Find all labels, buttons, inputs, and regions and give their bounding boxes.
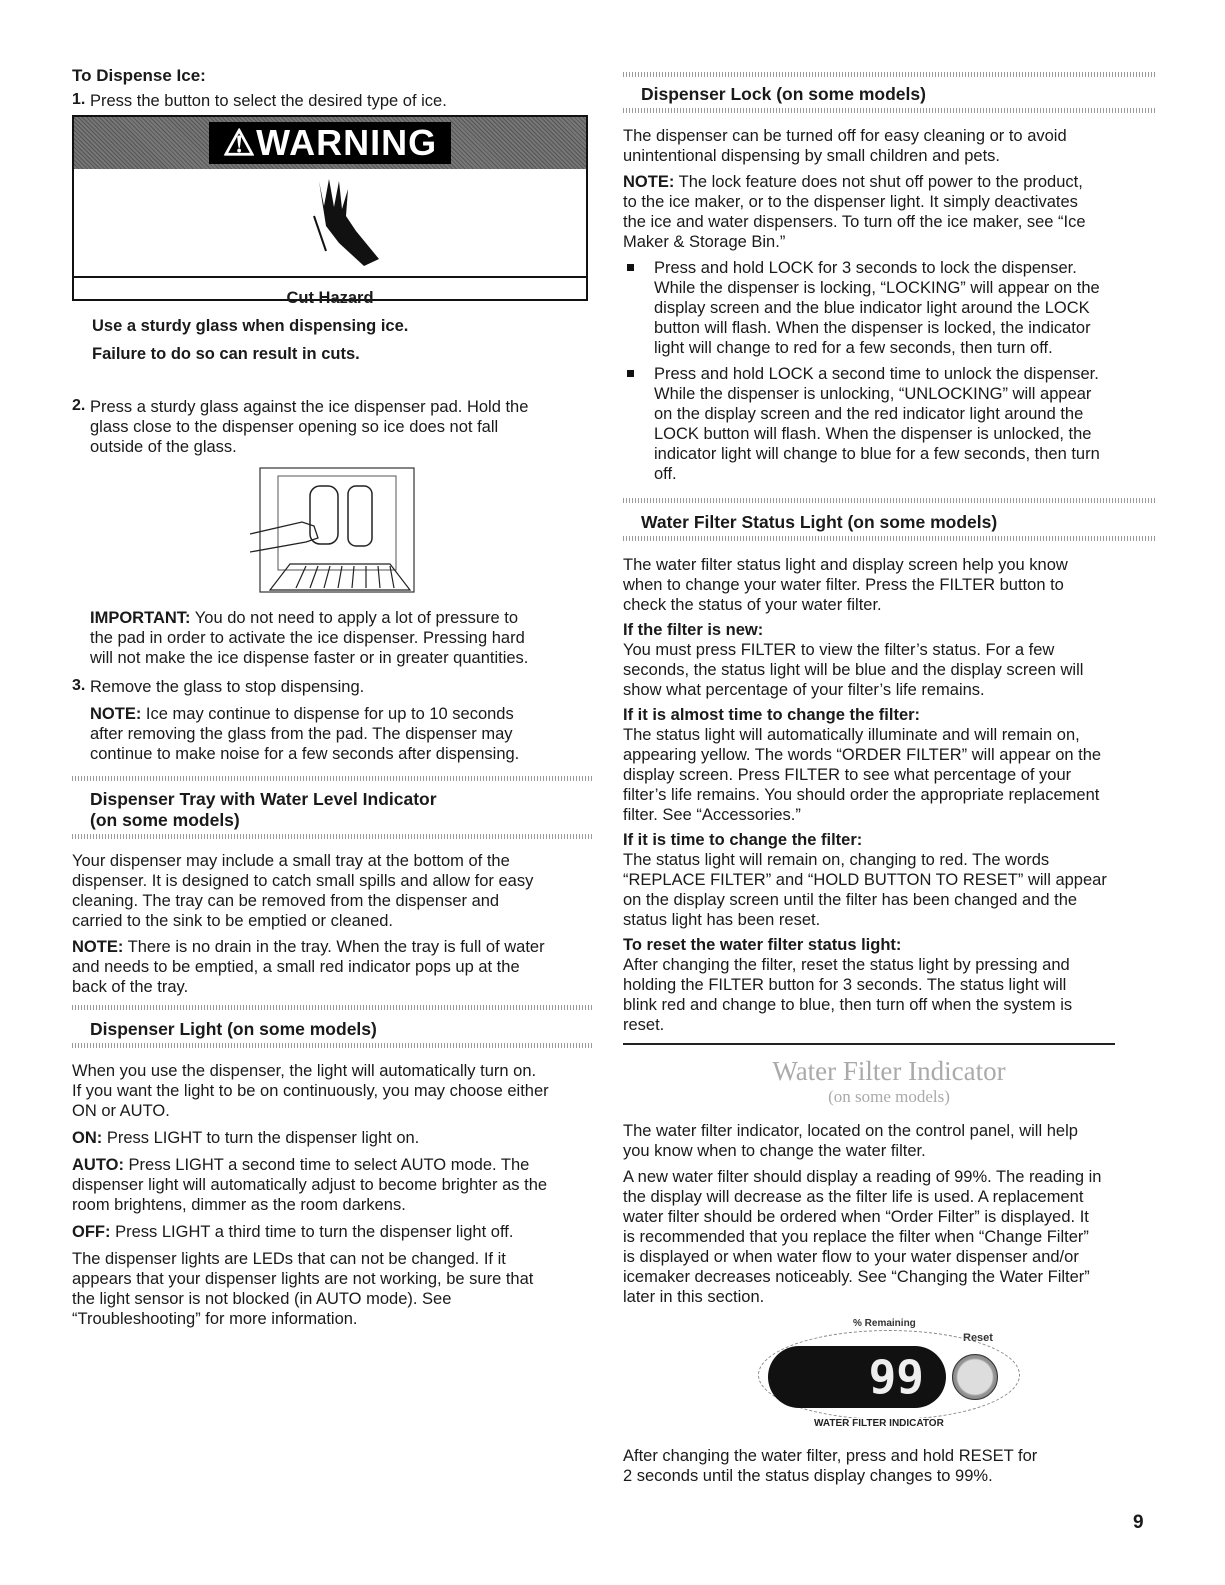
body-text: After changing the filter, reset the status light by pressing and bbox=[623, 956, 1070, 974]
body-text: The status light will remain on, changing to red. The words bbox=[623, 851, 1050, 869]
wfi-title: Water Filter Indicator bbox=[772, 1056, 1006, 1086]
bullet-text: LOCK button will flash. When the dispenser is unlocked, the bbox=[654, 425, 1092, 443]
display-screen bbox=[768, 1346, 946, 1408]
body-text: “Troubleshooting” for more information. bbox=[72, 1310, 358, 1328]
bullet-text: Press and hold LOCK a second time to unlock the dispenser. bbox=[654, 365, 1099, 383]
note-text: to the ice maker, or to the dispenser light. It simply deactivates bbox=[623, 193, 1078, 211]
body-text: The status light will automatically illuminate and will remain on, bbox=[623, 726, 1080, 744]
step-3-note bbox=[90, 704, 592, 764]
body-text: check the status of your water filter. bbox=[623, 596, 882, 614]
bullet-text: light will change to red for a few seconds, then turn off. bbox=[654, 339, 1053, 357]
note-text: Ice may continue to dispense for up to 10 seconds bbox=[141, 705, 514, 723]
body-text: appears that your dispenser lights are not working, be sure that bbox=[72, 1270, 534, 1288]
body-text: water filter should be ordered when “Order Filter” is displayed. It bbox=[623, 1208, 1089, 1226]
body-text: Your dispenser may include a small tray at the bottom of the bbox=[72, 852, 510, 870]
bullet-text: indicator light will change to blue for a few seconds, then turn bbox=[654, 445, 1100, 463]
reset-label: Reset bbox=[963, 1332, 993, 1344]
warning-line: Use a sturdy glass when dispensing ice. bbox=[92, 317, 409, 335]
warning-pictogram-area bbox=[74, 169, 586, 278]
warning-box bbox=[72, 115, 588, 363]
body-text: You must press FILTER to view the filter’s status. For a few bbox=[623, 641, 1055, 659]
body-text: later in this section. bbox=[623, 1288, 765, 1306]
section-title: Dispenser Lock (on some models) bbox=[641, 84, 926, 104]
section-title: Dispenser Light (on some models) bbox=[90, 1019, 377, 1039]
remaining-label: % Remaining bbox=[853, 1318, 916, 1329]
body-text: is recommended that you replace the filter when “Change Filter” bbox=[623, 1228, 1089, 1246]
body-text: Press LIGHT a second time to select AUTO mode. The bbox=[123, 1156, 530, 1174]
body-text: icemaker decreases noticeably. See “Changing the Water Filter” bbox=[623, 1268, 1090, 1286]
body-text: display screen. Press FILTER to see what percentage of your bbox=[623, 766, 1072, 784]
bullet-text: While the dispenser is unlocking, “UNLOCKING” will appear bbox=[654, 385, 1092, 403]
bullet-text: Press and hold LOCK for 3 seconds to lock the dispenser. bbox=[654, 259, 1077, 277]
warning-banner bbox=[74, 117, 586, 169]
body-text: unintentional dispensing by small children and pets. bbox=[623, 147, 1000, 165]
step-3 bbox=[72, 677, 592, 697]
filter-section-header bbox=[623, 498, 1155, 541]
body-text: filter’s life remains. You should order the appropriate replacement bbox=[623, 786, 1100, 804]
body-text: 2 seconds until the status display changes to 99%. bbox=[623, 1467, 993, 1485]
body-text: the light sensor is not blocked (in AUTO mode). See bbox=[72, 1290, 452, 1308]
divider bbox=[72, 1043, 592, 1048]
step-1 bbox=[72, 91, 592, 111]
filter-body bbox=[623, 555, 1155, 1035]
body-text: reset. bbox=[623, 1016, 665, 1034]
step-text: outside of the glass. bbox=[90, 438, 237, 456]
body-text: Press LIGHT a third time to turn the dispenser light off. bbox=[110, 1223, 514, 1241]
body-text: appearing yellow. The words “ORDER FILTER” will appear on the bbox=[623, 746, 1102, 764]
unlock-bullet bbox=[623, 364, 1155, 484]
lock-section-header bbox=[623, 72, 1155, 113]
body-text: filter. See “Accessories.” bbox=[623, 806, 801, 824]
wfi-subtitle: (on some models) bbox=[828, 1087, 950, 1106]
divider bbox=[72, 834, 592, 839]
light-body bbox=[72, 1061, 592, 1329]
body-text: holding the FILTER button for 3 seconds. The status light will bbox=[623, 976, 1067, 994]
body-text: on the display screen until the filter has been changed and the bbox=[623, 891, 1078, 909]
light-section-header bbox=[72, 1005, 592, 1048]
body-text: status light has been reset. bbox=[623, 911, 821, 929]
body-text: If you want the light to be on continuously, you may choose either bbox=[72, 1082, 549, 1100]
body-text: After changing the water filter, press and hold RESET for bbox=[623, 1447, 1038, 1465]
note-text: The lock feature does not shut off power to the product, bbox=[674, 173, 1083, 191]
hazard-title: Cut Hazard bbox=[286, 289, 374, 307]
note-text: You do not need to apply a lot of pressure to bbox=[190, 609, 519, 627]
divider bbox=[623, 108, 1155, 113]
reset-button[interactable] bbox=[952, 1354, 998, 1400]
lock-bullet bbox=[623, 258, 1155, 358]
step-number: 1. bbox=[72, 91, 86, 108]
note-text: will not make the ice dispense faster or in greater quantities. bbox=[90, 649, 529, 667]
body-text: when to change your water filter. Press the FILTER button to bbox=[623, 576, 1064, 594]
body-text: The dispenser can be turned off for easy cleaning or to avoid bbox=[623, 127, 1067, 145]
bullet-text: While the dispenser is locking, “LOCKING” will appear on the bbox=[654, 279, 1100, 297]
bullet-text: button will flash. When the dispenser is locked, the indicator bbox=[654, 319, 1091, 337]
body-text: A new water filter should display a reading of 99%. The reading in bbox=[623, 1168, 1102, 1186]
body-text: The water filter status light and display screen help you know bbox=[623, 556, 1068, 574]
note-text: There is no drain in the tray. When the tray is full of water bbox=[123, 938, 545, 956]
bullet-text: off. bbox=[654, 465, 677, 483]
page-number: 9 bbox=[1133, 1512, 1144, 1533]
note-text: the ice and water dispensers. To turn off the ice maker, see “Ice bbox=[623, 213, 1086, 231]
note-text: Maker & Storage Bin.” bbox=[623, 233, 786, 251]
section-title: (on some models) bbox=[90, 810, 240, 830]
bullet-text: display screen and the blue indicator light around the LOCK bbox=[654, 299, 1090, 317]
body-text: The water filter indicator, located on the control panel, will help bbox=[623, 1122, 1078, 1140]
tray-body bbox=[72, 851, 592, 997]
subheading: If the filter is new: bbox=[623, 621, 764, 639]
divider bbox=[623, 536, 1155, 541]
mode-label: ON: bbox=[72, 1129, 103, 1147]
cut-hand-icon bbox=[284, 171, 404, 276]
step-text: glass close to the dispenser opening so ice does not fall bbox=[90, 418, 499, 436]
section-rule bbox=[623, 1043, 1115, 1045]
body-text: show what percentage of your filter’s life remains. bbox=[623, 681, 985, 699]
mode-label: AUTO: bbox=[72, 1156, 124, 1174]
body-text: dispenser light will automatically adjust to become brighter as the bbox=[72, 1176, 548, 1194]
dispenser-glass-illustration bbox=[250, 464, 420, 596]
body-text: Press LIGHT to turn the dispenser light on. bbox=[102, 1129, 420, 1147]
body-text: The dispenser lights are LEDs that can not be changed. If it bbox=[72, 1250, 506, 1268]
body-text: you know when to change the water filter. bbox=[623, 1142, 926, 1160]
body-text: room brightens, dimmer as the room darkens. bbox=[72, 1196, 406, 1214]
body-text: ON or AUTO. bbox=[72, 1102, 170, 1120]
note-text: the pad in order to activate the ice dispenser. Pressing hard bbox=[90, 629, 525, 647]
tray-section-header bbox=[72, 776, 592, 839]
step-text: Press a sturdy glass against the ice dispenser pad. Hold the bbox=[90, 398, 529, 416]
subheading: If it is almost time to change the filter: bbox=[623, 706, 921, 724]
section-title: Water Filter Status Light (on some models) bbox=[641, 512, 998, 532]
body-text: When you use the dispenser, the light will automatically turn on. bbox=[72, 1062, 537, 1080]
body-text: seconds, the status light will be blue and the display screen will bbox=[623, 661, 1084, 679]
mode-label: OFF: bbox=[72, 1223, 111, 1241]
important-label: IMPORTANT: bbox=[90, 609, 191, 627]
wfi-body bbox=[623, 1121, 1155, 1307]
step-number: 2. bbox=[72, 397, 86, 414]
note-text: back of the tray. bbox=[72, 978, 189, 996]
note-label: NOTE: bbox=[623, 173, 675, 191]
note-text: after removing the glass from the pad. The dispenser may bbox=[90, 725, 513, 743]
note-label: NOTE: bbox=[90, 705, 142, 723]
display-value: 99 bbox=[868, 1350, 924, 1404]
step-2 bbox=[72, 397, 592, 457]
body-text: dispenser. It is designed to catch small spills and allow for easy bbox=[72, 872, 534, 890]
bullet-text: on the display screen and the red indicator light around the bbox=[654, 405, 1084, 423]
warning-label: ⚠WARNING bbox=[209, 122, 451, 164]
lock-body bbox=[623, 126, 1155, 484]
body-text: the display will decrease as the filter life is used. A replacement bbox=[623, 1188, 1084, 1206]
warning-text bbox=[74, 278, 586, 368]
important-note bbox=[90, 608, 592, 668]
warning-line: Failure to do so can result in cuts. bbox=[92, 345, 360, 363]
subheading: To reset the water filter status light: bbox=[623, 936, 902, 954]
body-text: carried to the sink to be emptied or cleaned. bbox=[72, 912, 394, 930]
wfi-heading bbox=[623, 1056, 1155, 1108]
dispense-ice-title: To Dispense Ice: bbox=[72, 66, 206, 85]
body-text: “REPLACE FILTER” and “HOLD BUTTON TO RESET” will appear bbox=[623, 871, 1107, 889]
note-text: continue to make noise for a few seconds after dispensing. bbox=[90, 745, 520, 763]
indicator-label: WATER FILTER INDICATOR bbox=[810, 1418, 948, 1429]
after-body bbox=[623, 1446, 1155, 1486]
subheading: If it is time to change the filter: bbox=[623, 831, 863, 849]
body-text: is displayed or when water flow to your water dispenser and/or bbox=[623, 1248, 1079, 1266]
section-title: Dispenser Tray with Water Level Indicator bbox=[90, 789, 437, 809]
note-text: and needs to be emptied, a small red indicator pops up at the bbox=[72, 958, 520, 976]
step-text: Remove the glass to stop dispensing. bbox=[90, 678, 365, 696]
step-text: Press the button to select the desired type of ice. bbox=[90, 92, 447, 110]
note-label: NOTE: bbox=[72, 938, 124, 956]
body-text: blink red and change to blue, then turn off when the system is bbox=[623, 996, 1073, 1014]
filter-indicator-panel bbox=[758, 1318, 1038, 1433]
step-number: 3. bbox=[72, 677, 86, 694]
body-text: cleaning. The tray can be removed from the dispenser and bbox=[72, 892, 500, 910]
